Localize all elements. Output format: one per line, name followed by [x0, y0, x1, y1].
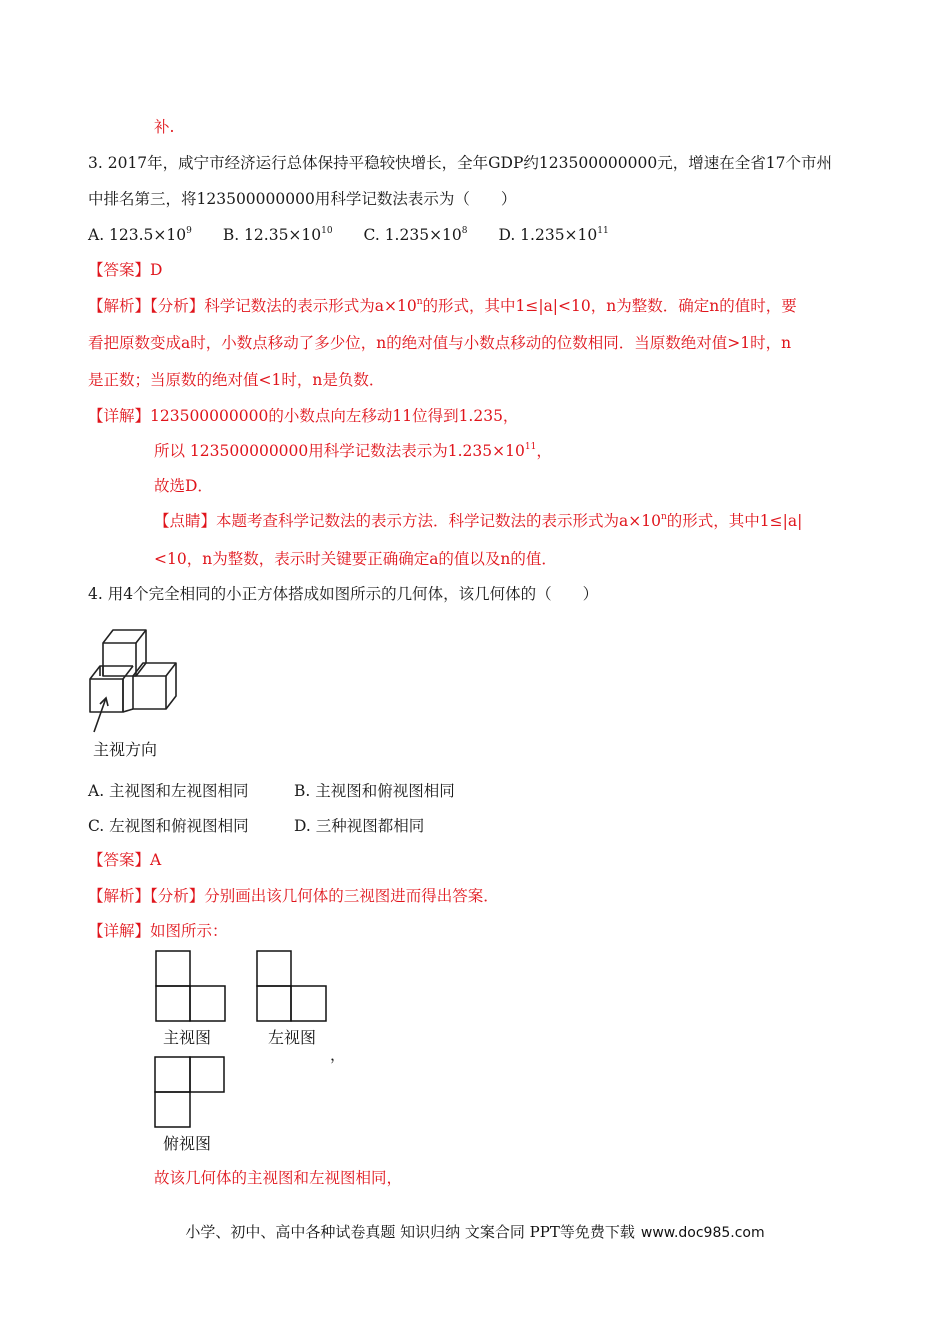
- q4-stem: 4. 用4个完全相同的小正方体搭成如图所示的几何体，该几何体的（ ）: [88, 585, 599, 603]
- q3-detail-line-1: 【详解】123500000000的小数点向左移动11位得到1.235，: [88, 407, 519, 425]
- q4-option-b: B. 主视图和俯视图相同: [294, 782, 455, 800]
- footer-text: 小学、初中、高中各种试卷真题 知识归纳 文案合同 PPT等免费下载: [185, 1223, 635, 1241]
- q2-tail-text: 补.: [154, 118, 175, 136]
- q3-detail-line-2: 所以 123500000000用科学记数法表示为$1.235\times 10^{11}$，: [154, 442, 552, 460]
- footer-url[interactable]: www.doc985.com: [640, 1225, 765, 1241]
- q4-option-c: C. 左视图和俯视图相同: [88, 817, 249, 835]
- left-view-label: 左视图: [268, 1028, 317, 1047]
- q3-options: [88, 225, 609, 245]
- top-view-diagram: [154, 1056, 226, 1128]
- cube-solid-figure: [80, 620, 200, 730]
- front-view-diagram: [155, 950, 227, 1022]
- q3-stem-line-2: 中排名第三，将123500000000用科学记数法表示为（ ）: [88, 190, 517, 208]
- q4-analysis: 【解析】【分析】分别画出该几何体的三视图进而得出答案．: [88, 887, 499, 905]
- q4-answer: 【答案】A: [88, 851, 162, 869]
- q3-point-line-1: 【点睛】本题考查科学记数法的表示方法．科学记数法的表示形式为$a\times 10^n$的形式，其中1≤|a|: [154, 512, 803, 530]
- q3-option-b: B. $12.35\times 10^{10}$: [222, 226, 333, 244]
- q3-answer: 【答案】D: [88, 261, 163, 279]
- q4-conclusion: 故该几何体的主视图和左视图相同，: [154, 1169, 403, 1187]
- viewing-direction-label: 主视方向: [93, 740, 158, 759]
- q3-analysis-line-3: 是正数；当原数的绝对值<1时，n是负数．: [88, 371, 385, 389]
- q3-detail-line-3: 故选D．: [154, 477, 213, 495]
- q4-option-a: A. 主视图和左视图相同: [88, 782, 249, 800]
- q3-analysis-line-2: 看把原数变成a时，小数点移动了多少位，n的绝对值与小数点移动的位数相同．当原数绝对值>1时，n: [88, 334, 792, 352]
- q4-options-row-2: [88, 816, 424, 836]
- q4-option-d: D. 三种视图都相同: [294, 817, 425, 835]
- q3-option-a: A. $123.5\times 10^9$: [88, 226, 192, 244]
- q3-option-d: D. $1.235\times 10^{11}$: [498, 226, 609, 244]
- q3-analysis-line-1: 【解析】【分析】科学记数法的表示形式为$a\times 10^n$的形式，其中1≤|a|<10，n为整数．确定n的值时，要: [88, 297, 797, 315]
- q4-detail: 【详解】如图所示：: [88, 922, 228, 940]
- q4-options-row-1: [88, 781, 455, 801]
- top-view-label: 俯视图: [163, 1134, 212, 1153]
- page-footer: [0, 1221, 950, 1242]
- views-comma: ，: [330, 1046, 346, 1064]
- front-view-label: 主视图: [163, 1028, 212, 1047]
- q3-stem-line-1: 3. 2017年，咸宁市经济运行总体保持平稳较快增长，全年GDP约123500000000元，增速在全省17个市州: [88, 154, 832, 172]
- q3-point-line-2: <10，n为整数，表示时关键要正确确定a的值以及n的值．: [154, 550, 557, 568]
- q3-option-c: C. $1.235\times 10^8$: [363, 226, 468, 244]
- left-view-diagram: [256, 950, 328, 1022]
